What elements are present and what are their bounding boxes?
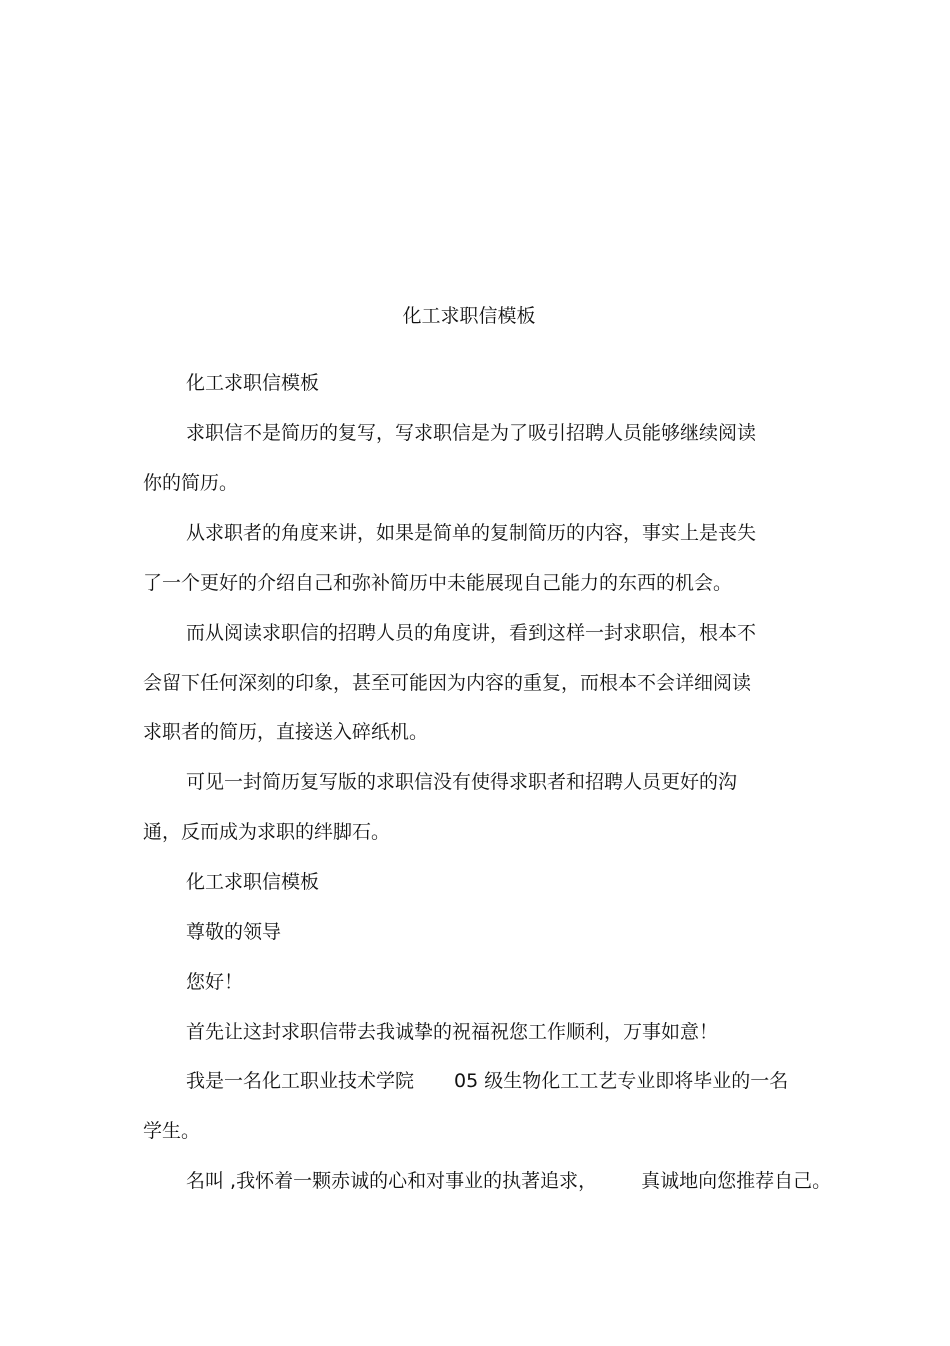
paragraph-line: 了一个更好的介绍自己和弥补简历中未能展现自己能力的东西的机会。 bbox=[143, 572, 733, 594]
paragraph-segment: 我是一名化工职业技术学院 bbox=[186, 1070, 415, 1092]
paragraph-line: 你的简历。 bbox=[143, 472, 239, 494]
paragraph-line: 从求职者的角度来讲，如果是简单的复制简历的内容，事实上是丧失 bbox=[186, 522, 757, 544]
paragraph-line: 可见一封简历复写版的求职信没有使得求职者和招聘人员更好的沟 bbox=[186, 771, 738, 793]
paragraph-line: 求职者的简历，直接送入碎纸机。 bbox=[143, 721, 429, 743]
paragraph-line: 而从阅读求职信的招聘人员的角度讲，看到这样一封求职信，根本不 bbox=[186, 622, 757, 644]
paragraph-line: 会留下任何深刻的印象，甚至可能因为内容的重复，而根本不会详细阅读 bbox=[143, 672, 752, 694]
greeting: 您好！ bbox=[186, 971, 244, 993]
paragraph-line bbox=[186, 1167, 831, 1195]
paragraph-line: 学生。 bbox=[143, 1120, 201, 1142]
salutation: 尊敬的领导 bbox=[186, 921, 282, 943]
paragraph-line: 通，反而成为求职的绊脚石。 bbox=[143, 821, 391, 843]
paragraph-line: 求职信不是简历的复写，写求职信是为了吸引招聘人员能够继续阅读 bbox=[186, 422, 757, 444]
paragraph-segment: 真诚地向您推荐自己。 bbox=[641, 1170, 832, 1192]
paragraph-line bbox=[186, 1067, 788, 1095]
paragraph-line: 化工求职信模板 bbox=[186, 372, 320, 394]
document-title: 化工求职信模板 bbox=[402, 305, 536, 327]
paragraph-line: 首先让这封求职信带去我诚挚的祝福祝您工作顺利，万事如意！ bbox=[186, 1021, 719, 1043]
paragraph-segment: 名叫 ,我怀着一颗赤诚的心和对事业的执著追求， bbox=[186, 1170, 598, 1192]
paragraph-line: 化工求职信模板 bbox=[186, 871, 320, 893]
paragraph-segment: 05 级生物化工工艺专业即将毕业的一名 bbox=[454, 1070, 789, 1092]
